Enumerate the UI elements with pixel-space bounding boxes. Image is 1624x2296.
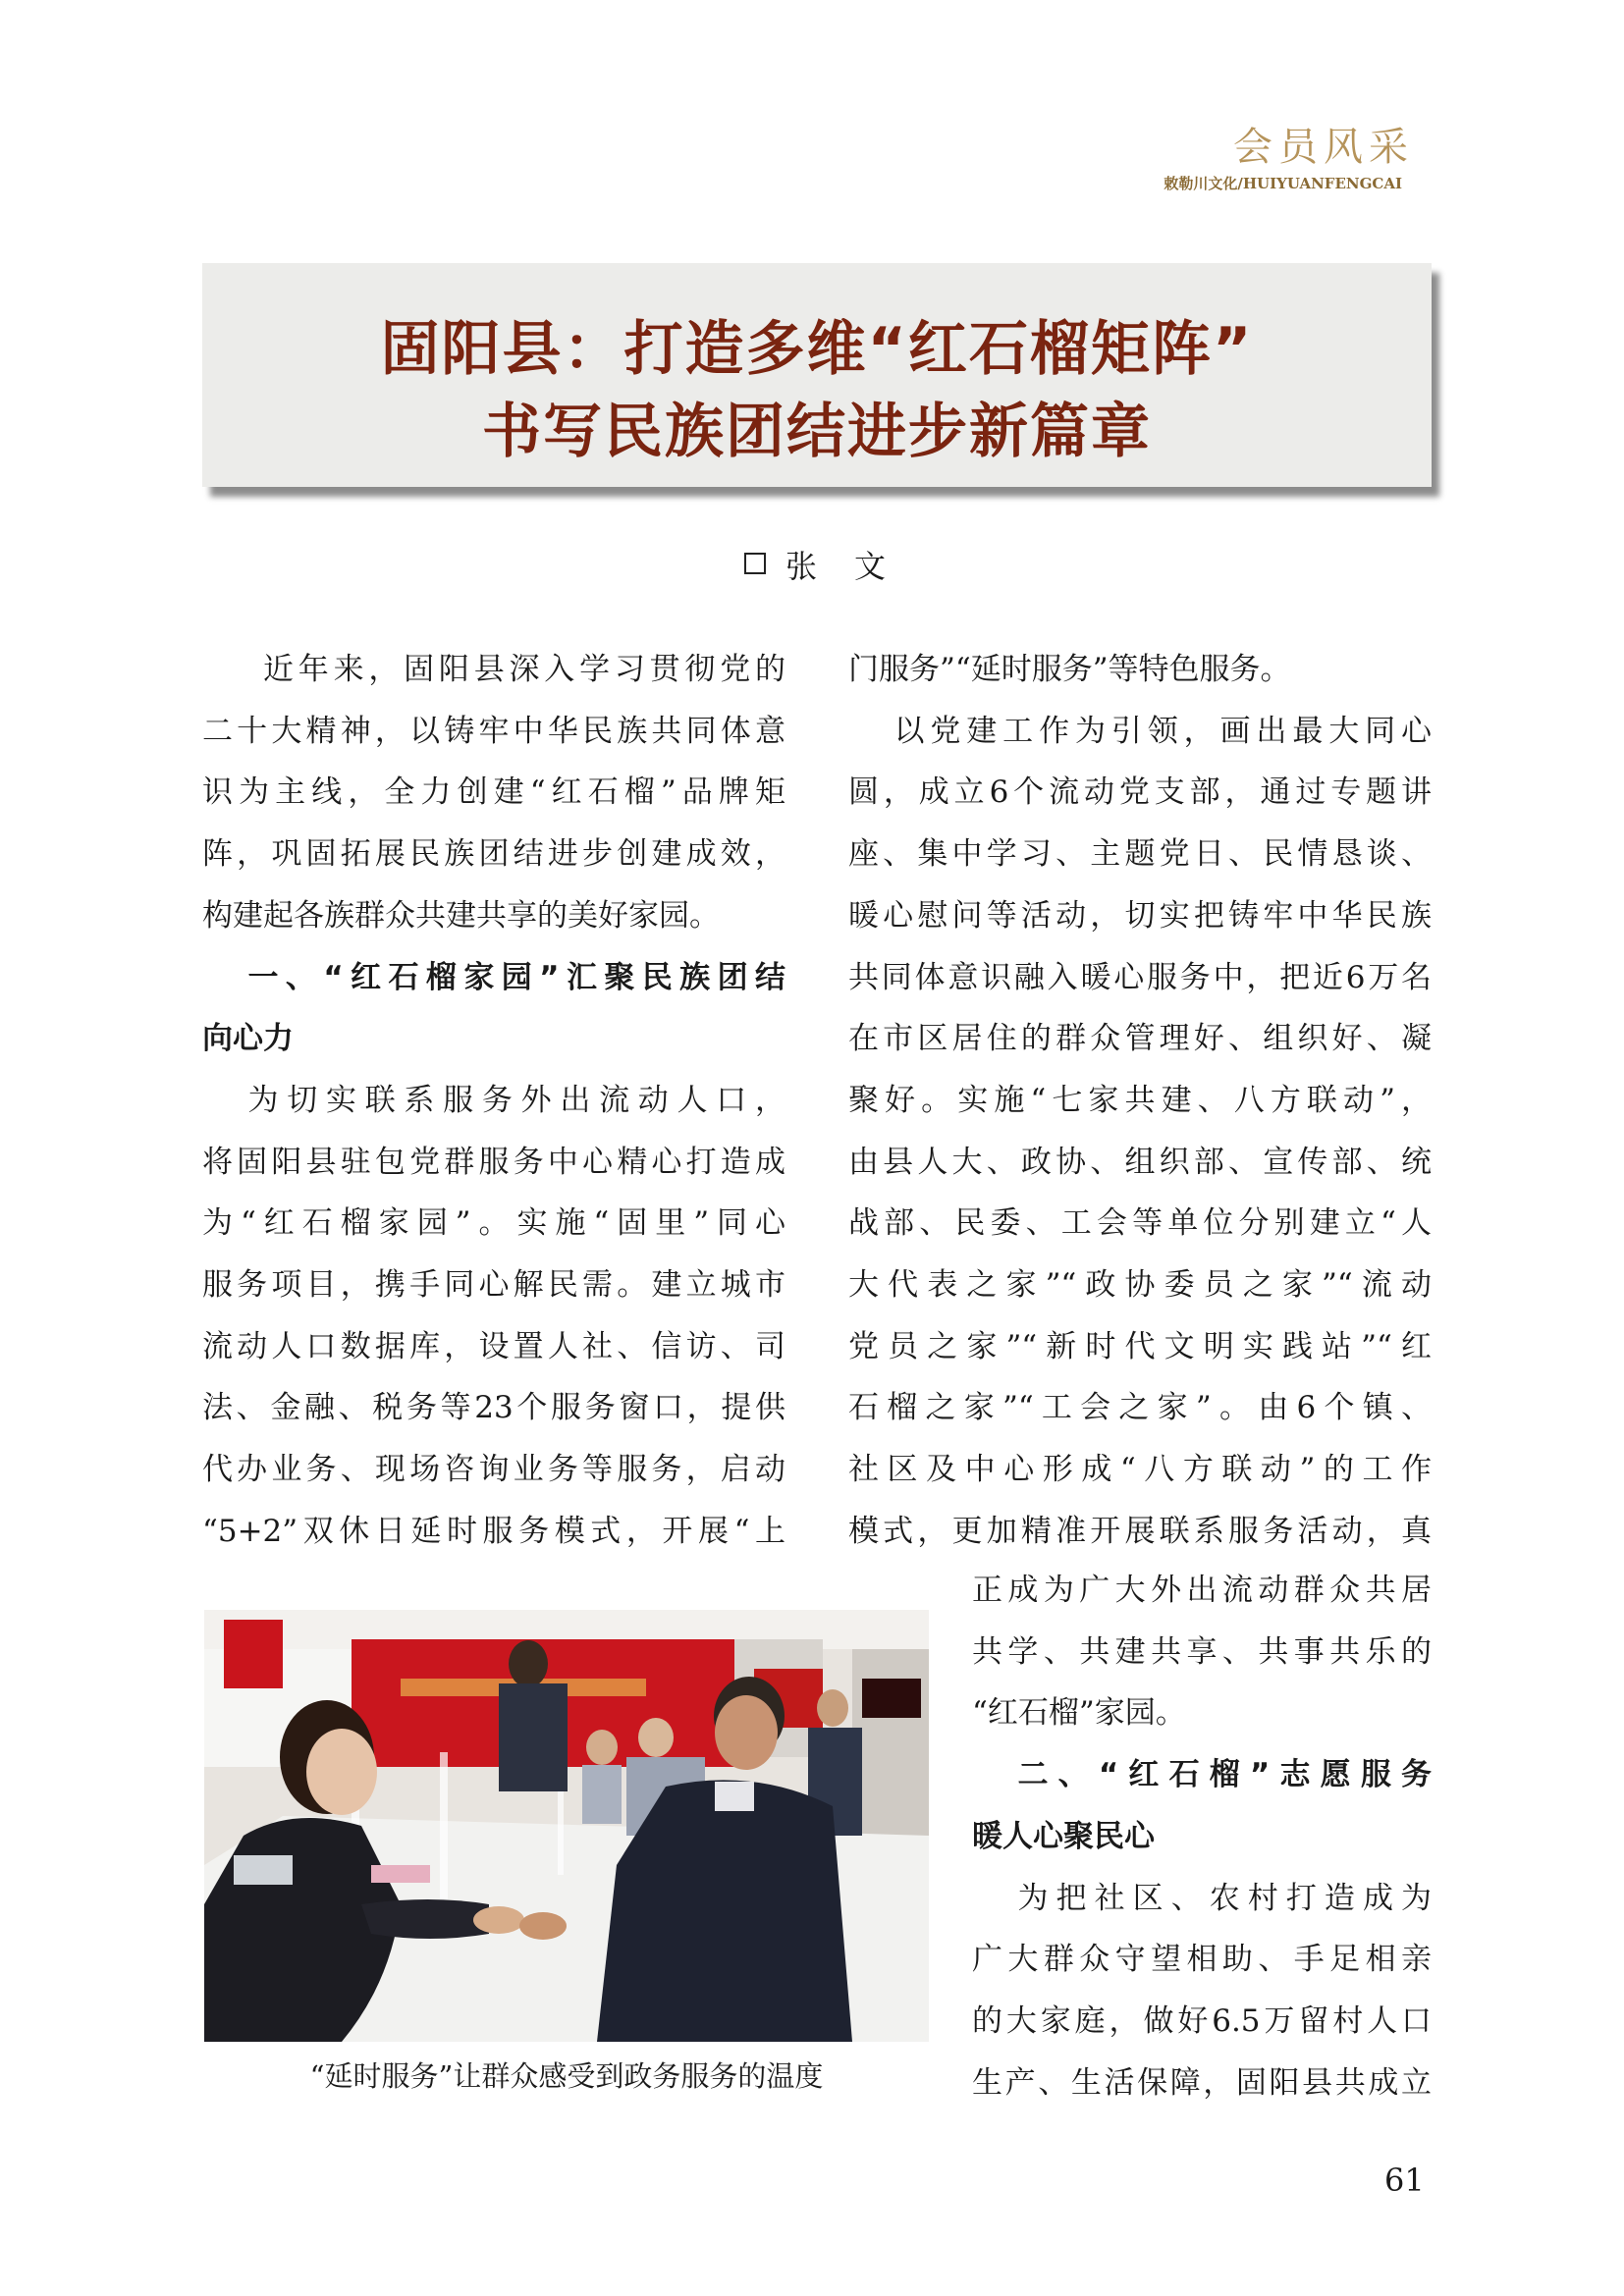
article-title-box — [202, 263, 1432, 487]
text-line: 共同体意识融入暖心服务中，把近6万名 — [848, 959, 1432, 995]
heading-1 — [202, 947, 785, 1070]
text-line: “5+2”双休日延时服务模式，开展“上 — [202, 1513, 785, 1549]
text-line: 为切实联系服务外出流动人口， — [247, 1082, 785, 1118]
paragraph-intro — [202, 639, 785, 701]
text-line: 流动人口数据库，设置人社、信访、司 — [202, 1328, 785, 1364]
article-photo — [204, 1610, 929, 2042]
text-line: 聚好。实施“七家共建、八方联动”， — [848, 1082, 1432, 1118]
text-line: 为“红石榴家园”。实施“固里”同心 — [202, 1205, 785, 1242]
page-number: 61 — [1384, 2162, 1425, 2199]
text-line: 座、集中学习、主题党日、民情恳谈、 — [848, 836, 1432, 873]
text-line: 正成为广大外出流动群众共居 — [972, 1573, 1432, 1608]
text-line: 以党建工作为引领，画出最大同心 — [893, 713, 1432, 749]
text-line: 阵，巩固拓展民族团结进步创建成效， — [202, 836, 785, 873]
text-line: 党员之家”“新时代文明实践站”“红 — [848, 1328, 1432, 1364]
section-title: 会员风采 — [1233, 125, 1414, 170]
right-column-narrow — [972, 1560, 1432, 2113]
text-line: 近年来，固阳县深入学习贯彻党的 — [263, 652, 785, 687]
text-line: 广大群众守望相助、手足相亲 — [972, 1942, 1432, 1978]
text-line: 的大家庭，做好6.5万留村人口 — [972, 2002, 1432, 2039]
author-box-icon — [744, 553, 766, 574]
text-line: 代办业务、现场咨询业务等服务，启动 — [202, 1452, 785, 1488]
text-line: 识为主线，全力创建“红石榴”品牌矩 — [202, 774, 785, 811]
paragraph-2 — [202, 1070, 785, 1563]
heading-2 — [972, 1744, 1432, 1867]
text-line: 二十大精神，以铸牢中华民族共同体意 — [202, 713, 785, 749]
text-line: 将固阳县驻包党群服务中心精心打造成 — [202, 1144, 785, 1180]
section-subtitle: 敕勒川文化/HUIYUANFENGCAI — [1164, 175, 1402, 192]
text-line: 社区及中心形成“八方联动”的工作 — [848, 1452, 1432, 1488]
text-line: 在市区居住的群众管理好、组织好、凝 — [848, 1021, 1432, 1057]
text-line: 门服务”“延时服务”等特色服务。 — [848, 652, 1291, 687]
heading-line: 一、“红石榴家园”汇聚民族团结 — [247, 959, 785, 995]
article-title-line-1: 固阳县：打造多维“红石榴矩阵” — [380, 315, 1254, 384]
text-line: 模式，更加精准开展联系服务活动，真 — [848, 1513, 1432, 1549]
text-line: 圆，成立6个流动党支部，通过专题讲 — [848, 774, 1432, 811]
paragraph-4 — [972, 1868, 1432, 2114]
photo-caption: “延时服务”让群众感受到政务服务的温度 — [309, 2059, 824, 2093]
text-line: 由县人大、政协、组织部、宣传部、统 — [848, 1144, 1432, 1180]
text-line: 法、金融、税务等23个服务窗口，提供 — [202, 1390, 785, 1426]
heading-line: 向心力 — [202, 1021, 294, 1057]
text-line: 共学、共建共享、共事共乐的 — [972, 1633, 1432, 1670]
author-name: 张文 — [785, 548, 924, 585]
text-line: 战部、民委、工会等单位分别建立“人 — [848, 1205, 1432, 1242]
text-line: 生产、生活保障，固阳县共成立 — [972, 2064, 1432, 2101]
text-line: 构建起各族群众共建共享的美好家园。 — [202, 897, 720, 934]
left-column — [202, 639, 785, 1563]
paragraph-3 — [848, 701, 1432, 1563]
right-column — [848, 639, 1432, 1563]
article-title-line-2: 书写民族团结进步新篇章 — [482, 398, 1152, 466]
text-line: 暖心慰问等活动，切实把铸牢中华民族 — [848, 897, 1432, 934]
text-line: 石榴之家”“工会之家”。由6个镇、 — [848, 1390, 1432, 1426]
text-line: 服务项目，携手同心解民需。建立城市 — [202, 1267, 785, 1304]
photo-illustration — [204, 1610, 929, 2042]
text-line: 大代表之家”“政协委员之家”“流动 — [848, 1267, 1432, 1304]
text-line: “红石榴”家园。 — [972, 1695, 1186, 1732]
heading-line: 二、“红石榴”志愿服务 — [1017, 1757, 1432, 1793]
text-line: 为把社区、农村打造成为 — [1017, 1880, 1432, 1916]
heading-line: 暖人心聚民心 — [972, 1818, 1155, 1854]
